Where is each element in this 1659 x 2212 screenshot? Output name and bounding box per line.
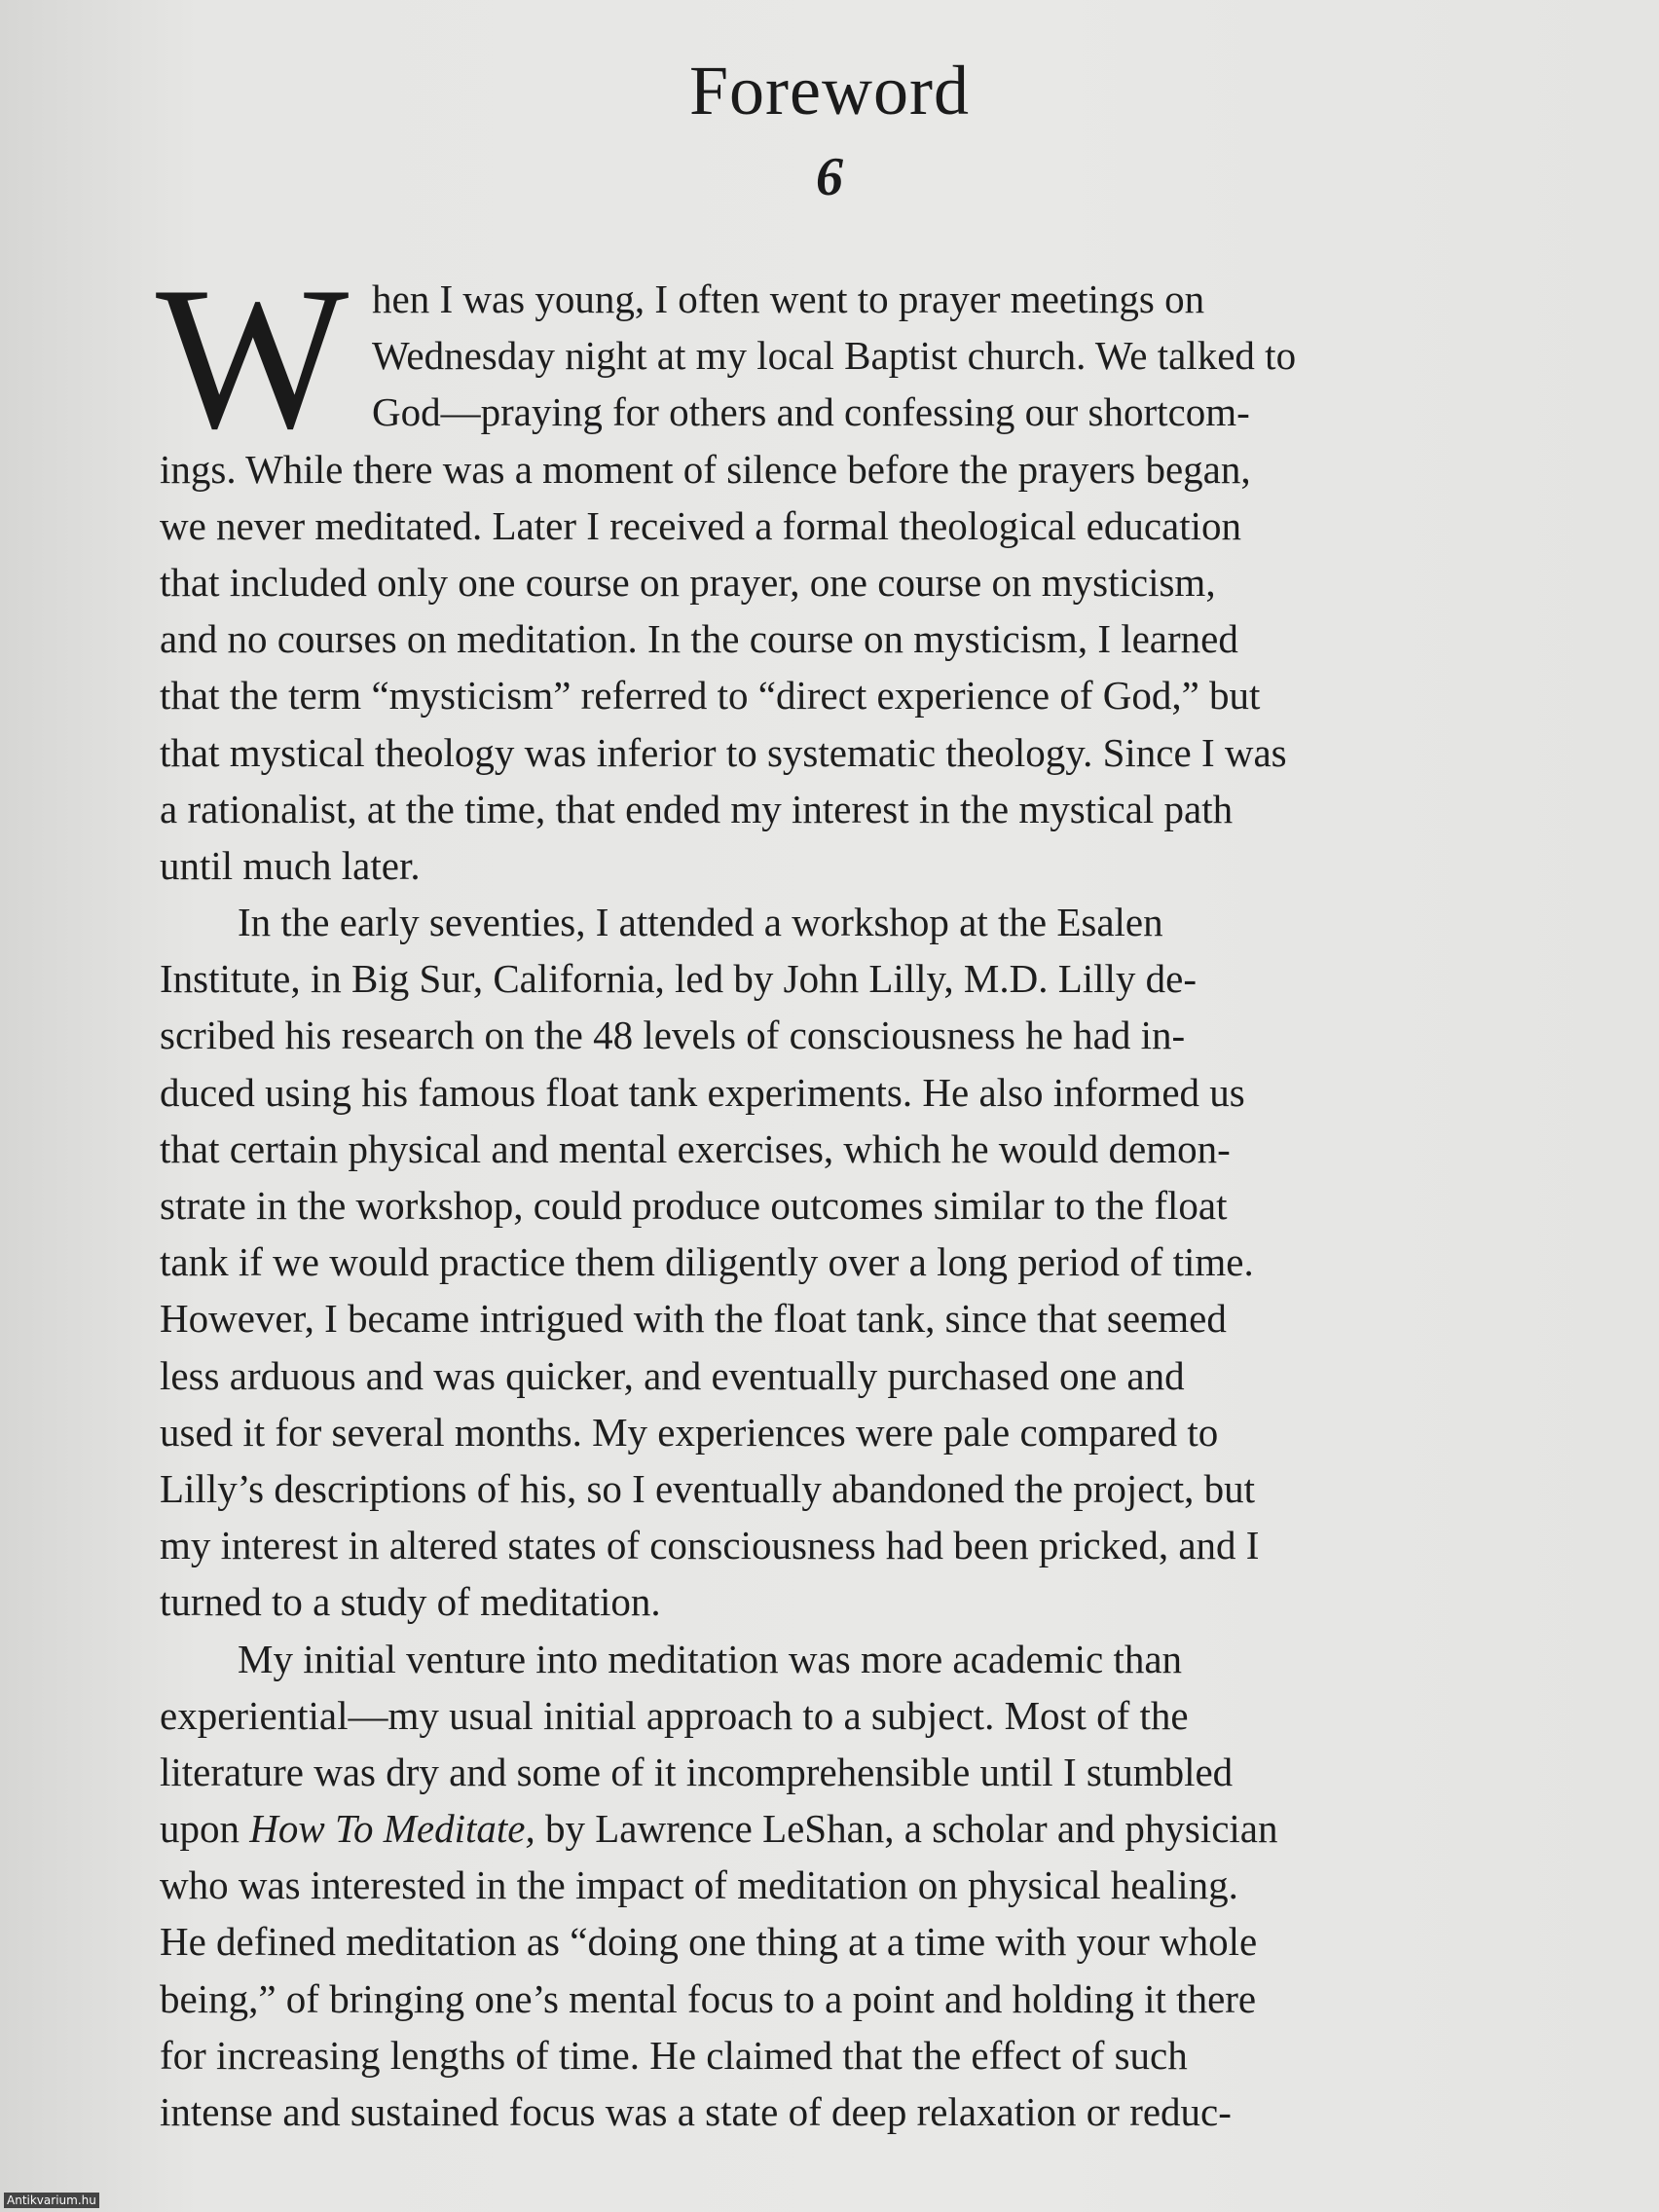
paragraph-3 — [160, 1631, 1464, 2141]
text-line: being,” of bringing one’s mental focus to a point and holding it there — [160, 1975, 1257, 2021]
text-line: my interest in altered states of consciousness had been pricked, and I — [160, 1523, 1260, 1568]
text-line: literature was dry and some of it incomprehensible until I stumbled — [160, 1749, 1234, 1794]
ornament-flourish: 6 — [816, 147, 843, 207]
text-line — [160, 1800, 1464, 1857]
text-segment: by Lawrence LeShan, a scholar and physician — [535, 1806, 1278, 1852]
text-line: less arduous and was quicker, and eventually purchased one and — [160, 1352, 1185, 1398]
text-line: that the term “mysticism” referred to “direct experience of God,” but — [160, 673, 1261, 719]
text-line: until much later. — [160, 842, 421, 888]
text-line: My initial venture into meditation was more academic than — [238, 1636, 1183, 1681]
paragraph-1 — [156, 245, 1464, 894]
text-line: and no courses on meditation. In the course on mysticism, I learned — [160, 616, 1238, 662]
text-line: experiential—my usual initial approach to a subject. Most of the — [160, 1692, 1189, 1738]
book-title: How To Meditate, — [249, 1806, 535, 1852]
drop-cap: W — [156, 245, 350, 471]
text-line: Institute, in Big Sur, California, led by John Lilly, M.D. Lilly de- — [160, 956, 1198, 1002]
text-line: used it for several months. My experiences were pale compared to — [160, 1409, 1219, 1455]
watermark: Antikvarium.hu — [4, 2193, 99, 2208]
text-segment: upon — [160, 1806, 250, 1852]
text-line: who was interested in the impact of meditation on physical healing. — [160, 1862, 1238, 1908]
text-line: a rationalist, at the time, that ended my interest in the mystical path — [160, 786, 1234, 831]
text-line: hen I was young, I often went to prayer meetings on — [372, 276, 1205, 321]
text-line: He defined meditation as “doing one thing at a time with your whole — [160, 1919, 1258, 1965]
text-line: Lilly’s descriptions of his, so I eventually abandoned the project, but — [160, 1465, 1255, 1511]
text-line: turned to a study of meditation. — [160, 1579, 661, 1625]
text-line: strate in the workshop, could produce outcomes similar to the float — [160, 1183, 1228, 1228]
text-line: we never meditated. Later I received a formal theological education — [160, 502, 1242, 548]
text-line: tank if we would practice them diligently over a long period of time. — [160, 1239, 1254, 1285]
paragraph-2 — [160, 894, 1464, 1630]
text-line: that included only one course on prayer, one course on mysticism, — [160, 559, 1216, 605]
text-line: that certain physical and mental exercises, which he would demon- — [160, 1125, 1231, 1171]
text-line: ings. While there was a moment of silence before the prayers began, — [160, 446, 1251, 492]
text-line: duced using his famous float tank experiments. He also informed us — [160, 1069, 1245, 1115]
text-line: God—praying for others and confessing our shortcom- — [372, 389, 1250, 435]
body-text — [156, 245, 1464, 2140]
text-line: However, I became intrigued with the float tank, since that seemed — [160, 1296, 1227, 1342]
text-line: intense and sustained focus was a state of deep relaxation or reduc- — [160, 2089, 1232, 2134]
text-line: Wednesday night at my local Baptist church. We talked to — [372, 333, 1297, 379]
text-line: that mystical theology was inferior to systematic theology. Since I was — [160, 729, 1287, 775]
text-line: In the early seventies, I attended a workshop at the Esalen — [238, 900, 1163, 945]
text-line: scribed his research on the 48 levels of consciousness he had in- — [160, 1013, 1186, 1058]
page-title: Foreword — [689, 52, 970, 129]
text-line: for increasing lengths of time. He claimed that the effect of such — [160, 2032, 1188, 2078]
